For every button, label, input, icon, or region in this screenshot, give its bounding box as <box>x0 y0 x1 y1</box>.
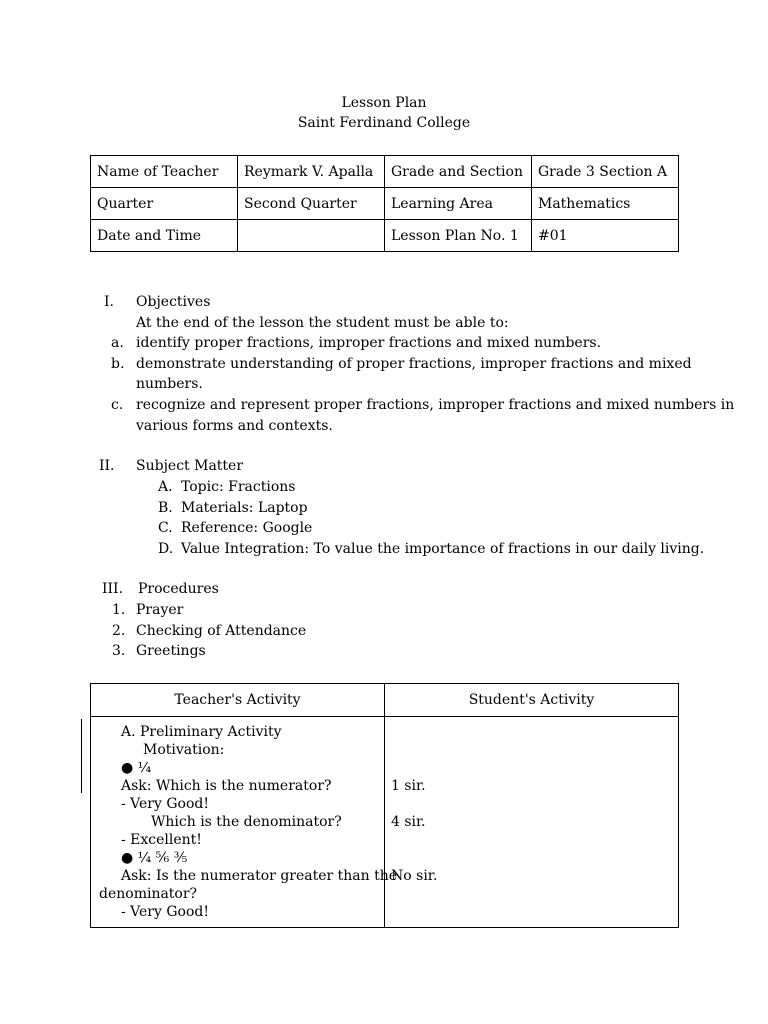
subject-item: Topic: Fractions <box>181 479 296 495</box>
section-number: I. <box>104 294 114 310</box>
activity-line: Ask: Which is the numerator? <box>121 778 332 794</box>
margin-change-bar <box>81 719 82 793</box>
section-heading-subject-matter: Subject Matter <box>136 458 244 474</box>
list-marker: a. <box>111 335 124 351</box>
table-cell: Mathematics <box>532 188 679 220</box>
list-marker: C. <box>158 520 173 536</box>
objectives-intro: At the end of the lesson the student must be able to: <box>136 315 509 331</box>
section-number: II. <box>99 458 115 474</box>
activity-line: - Excellent! <box>121 832 202 848</box>
subject-item: Value Integration: To value the importance of fractions in our daily living. <box>181 541 705 557</box>
list-marker: 3. <box>112 643 126 659</box>
procedure-item: Greetings <box>136 643 206 659</box>
objective-text: demonstrate understanding of proper fractions, improper fractions and mixed <box>136 356 692 372</box>
table-cell: Second Quarter <box>238 188 385 220</box>
document-title: Lesson Plan <box>341 95 427 111</box>
table-row <box>91 717 679 928</box>
section-heading-objectives: Objectives <box>136 294 211 310</box>
table-row <box>91 156 679 188</box>
activity-line: - Very Good! <box>121 796 209 812</box>
section-heading-procedures: Procedures <box>138 581 219 597</box>
table-cell: Quarter <box>91 188 238 220</box>
table-cell: Reymark V. Apalla <box>238 156 385 188</box>
list-marker: B. <box>158 500 173 516</box>
table-cell: Lesson Plan No. 1 <box>385 220 532 252</box>
list-marker: D. <box>158 541 174 557</box>
student-response: 4 sir. <box>391 814 426 830</box>
column-header: Teacher's Activity <box>91 684 385 717</box>
table-row <box>91 220 679 252</box>
subject-item: Materials: Laptop <box>181 500 308 516</box>
table-cell: Learning Area <box>385 188 532 220</box>
table-cell: Grade and Section <box>385 156 532 188</box>
objective-text: numbers. <box>136 376 203 392</box>
lesson-info-table <box>90 155 679 252</box>
objective-text: recognize and represent proper fractions, improper fractions and mixed numbers in <box>136 397 735 413</box>
table-row <box>91 188 679 220</box>
objective-text: identify proper fractions, improper fractions and mixed numbers. <box>136 335 602 351</box>
column-header: Student's Activity <box>385 684 679 717</box>
list-marker: 1. <box>112 602 126 618</box>
activity-line: denominator? <box>99 886 198 902</box>
table-cell: Grade 3 Section A <box>532 156 679 188</box>
activity-line: Motivation: <box>143 742 225 758</box>
activity-line: A. Preliminary Activity <box>121 724 282 740</box>
table-cell <box>238 220 385 252</box>
table-cell: Name of Teacher <box>91 156 238 188</box>
school-name: Saint Ferdinand College <box>297 115 471 131</box>
activity-line: ● ¼ <box>121 760 152 776</box>
section-number: III. <box>102 581 124 597</box>
document-header <box>0 93 768 133</box>
table-cell: #01 <box>532 220 679 252</box>
table-header-row <box>91 684 679 717</box>
activity-table <box>90 683 679 928</box>
table-cell: Date and Time <box>91 220 238 252</box>
list-marker: c. <box>111 397 124 413</box>
objective-text: various forms and contexts. <box>136 418 333 434</box>
procedure-item: Prayer <box>136 602 184 618</box>
student-response: 1 sir. <box>391 778 426 794</box>
list-marker: A. <box>158 479 173 495</box>
subject-item: Reference: Google <box>181 520 313 536</box>
student-response: No sir. <box>391 868 438 884</box>
activity-line: Ask: Is the numerator greater than the <box>121 868 398 884</box>
activity-line: - Very Good! <box>121 904 209 920</box>
activity-line: Which is the denominator? <box>151 814 342 830</box>
list-marker: b. <box>111 356 125 372</box>
list-marker: 2. <box>112 623 126 639</box>
procedure-item: Checking of Attendance <box>136 623 307 639</box>
teacher-activity-cell <box>91 717 398 928</box>
activity-line: ● ¼ ⅚ ⅗ <box>121 850 188 866</box>
student-activity-cell <box>385 717 679 928</box>
